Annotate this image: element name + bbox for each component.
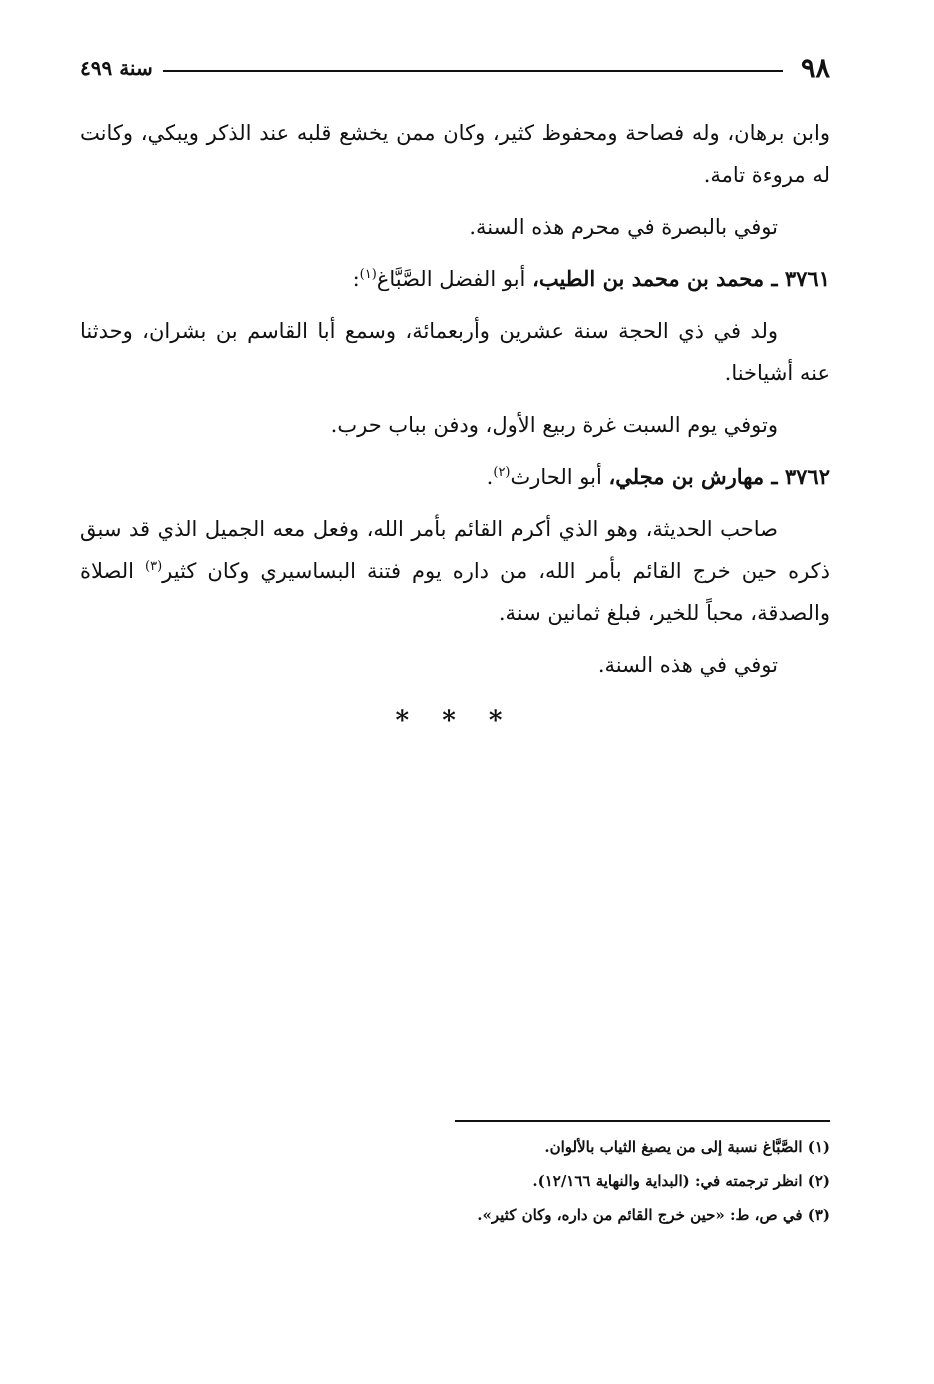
footnote: (٣) في ص، ط: «حين خرج القائم من داره، وكان كثير». xyxy=(477,1206,830,1224)
paragraph: توفي في هذه السنة. xyxy=(597,653,778,677)
header-rule xyxy=(163,70,783,72)
entry-kunya: أبو الفضل الصَّبَّاغ xyxy=(376,267,526,291)
footnotes xyxy=(450,1120,830,1232)
entry-tail: . xyxy=(486,465,494,489)
paragraph: ولد في ذي الحجة سنة عشرين وأربعمائة، وسمع أبا القاسم بن بشران، وحدثنا عنه أشياخنا. xyxy=(80,319,830,385)
page-number: ٩٨ xyxy=(800,52,830,84)
footnote-rule xyxy=(455,1120,830,1122)
section-divider-stars: * * * xyxy=(395,706,515,736)
paragraph-part: الصلاة والصدقة، محباً للخير، فبلغ ثمانين سنة. xyxy=(80,559,830,625)
main-text xyxy=(80,112,830,742)
entry-heading-3761 xyxy=(80,258,830,300)
footnote: (١) الصَّبَّاغ نسبة إلى من يصبغ الثياب بالألوان. xyxy=(544,1138,830,1156)
paragraph: وابن برهان، وله فصاحة ومحفوظ كثير، وكان ممن يخشع قلبه عند الذكر ويبكي، وكانت له مروءة تامة. xyxy=(80,121,830,187)
year-label: سنة ٤٩٩ xyxy=(80,56,153,80)
running-head xyxy=(80,48,830,88)
entry-kunya: أبو الحارث xyxy=(510,465,602,489)
paragraph-part: صاحب الحديثة، وهو الذي أكرم القائم بأمر الله، وفعل معه الجميل الذي قد سبق ذكره حين خرج القائم بأمر الله، من داره يوم فتنة البساسيري وكان كثير xyxy=(80,517,831,583)
entry-number-name: ٣٧٦٢ ـ مهارش بن مجلي، xyxy=(608,464,830,489)
paragraph: توفي بالبصرة في محرم هذه السنة. xyxy=(469,215,778,239)
paragraph xyxy=(80,508,830,634)
entry-tail: : xyxy=(352,267,360,291)
entry-number-name: ٣٧٦١ ـ محمد بن محمد بن الطيب، xyxy=(532,266,830,291)
book-page xyxy=(80,48,830,1328)
footnote-ref: (١) xyxy=(359,267,377,282)
footnote-ref: (٣) xyxy=(145,559,163,574)
entry-heading-3762 xyxy=(80,456,830,498)
footnote: (٢) انظر ترجمته في: (البداية والنهاية ١٢/١٦٦). xyxy=(532,1172,830,1190)
paragraph: وتوفي يوم السبت غرة ربيع الأول، ودفن بباب حرب. xyxy=(330,413,778,437)
footnote-ref: (٢) xyxy=(493,465,511,480)
